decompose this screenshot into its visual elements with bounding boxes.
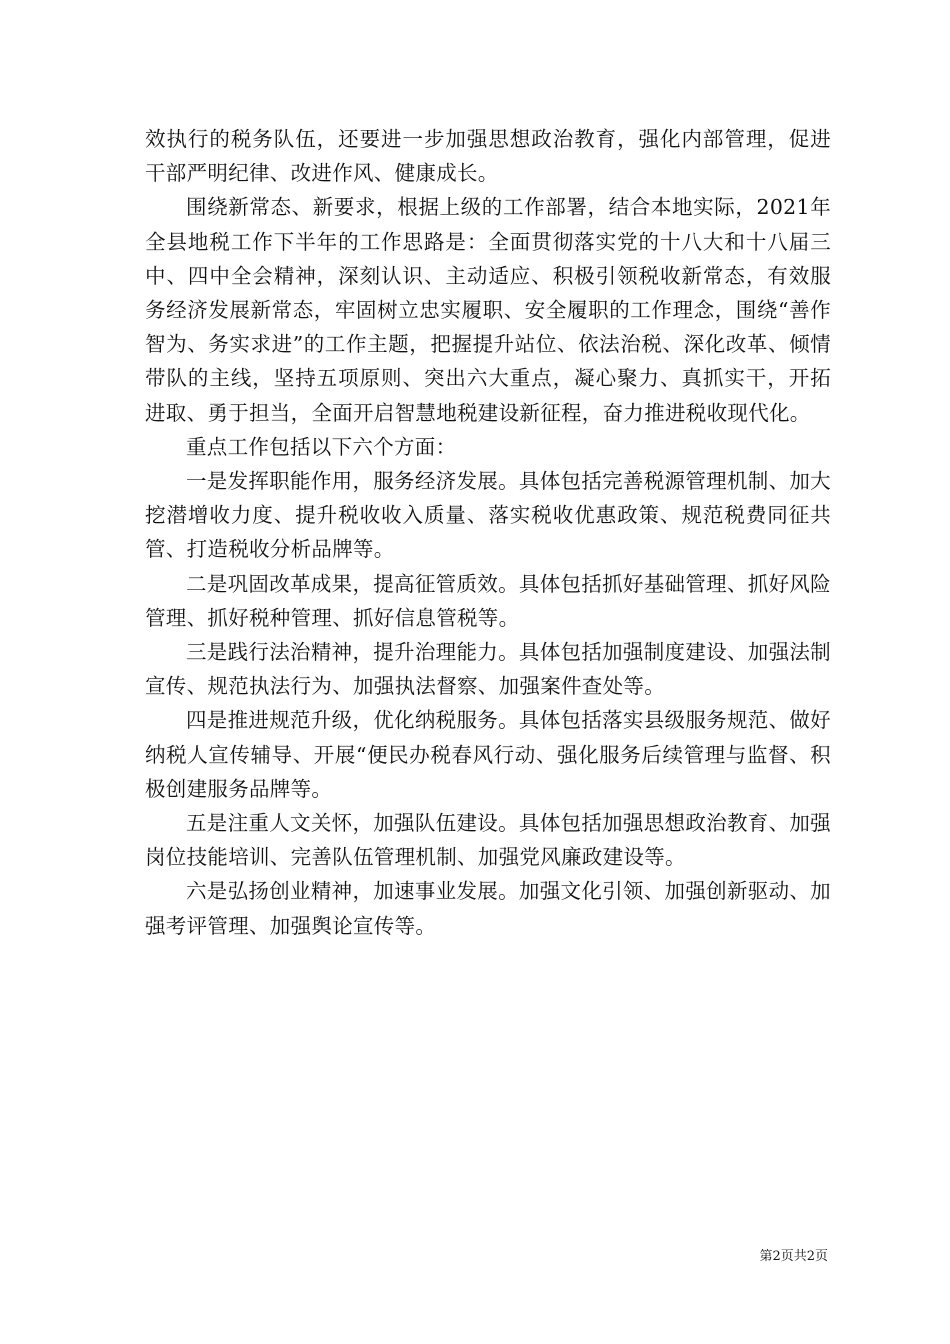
paragraph-1: 效执行的税务队伍，还要进一步加强思想政治教育，强化内部管理，促进干部严明纪律、改进作风、健康成长。: [145, 127, 831, 186]
page-number: 第2页共2页: [759, 1249, 828, 1264]
paragraph-6: 三是践行法治精神，提升治理能力。具体包括加强制度建设、加强法制宣传、规范执法行为、加强执法督察、加强案件查处等。: [145, 640, 831, 699]
document-body: [145, 122, 831, 943]
paragraph-3: 重点工作包括以下六个方面：: [186, 434, 457, 459]
paragraph-4: 一是发挥职能作用，服务经济发展。具体包括完善税源管理机制、加大挖潜增收力度、提升税收收入质量、落实税收优惠政策、规范税费同征共管、打造税收分析品牌等。: [145, 469, 831, 562]
paragraph-7: 四是推进规范升级，优化纳税服务。具体包括落实县级服务规范、做好纳税人宣传辅导、开展“便民办税春风行动、强化服务后续管理与监督、积极创建服务品牌等。: [145, 708, 831, 801]
paragraph-8: 五是注重人文关怀，加强队伍建设。具体包括加强思想政治教育、加强岗位技能培训、完善队伍管理机制、加强党风廉政建设等。: [145, 811, 831, 870]
paragraph-5: 二是巩固改革成果，提高征管质效。具体包括抓好基础管理、抓好风险管理、抓好税种管理、抓好信息管税等。: [145, 571, 831, 630]
paragraph-2: 围绕新常态、新要求，根据上级的工作部署，结合本地实际，2021年全县地税工作下半年的工作思路是：全面贯彻落实党的十八大和十八届三中、四中全会精神，深刻认识、主动适应、积极引领税收新常态，有效服务经济发展新常态，牢固树立忠实履职、安全履职的工作理念，围绕“善作智为、务实求进”的工作主题，把握提升站位、依法治税、深化改革、倾情带队的主线，坚持五项原则、突出六大重点，凝心聚力、真抓实干，开拓进取、勇于担当，全面开启智慧地税建设新征程，奋力推进税收现代化。: [145, 195, 831, 425]
paragraph-9: 六是弘扬创业精神，加速事业发展。加强文化引领、加强创新驱动、加强考评管理、加强舆论宣传等。: [145, 879, 831, 938]
